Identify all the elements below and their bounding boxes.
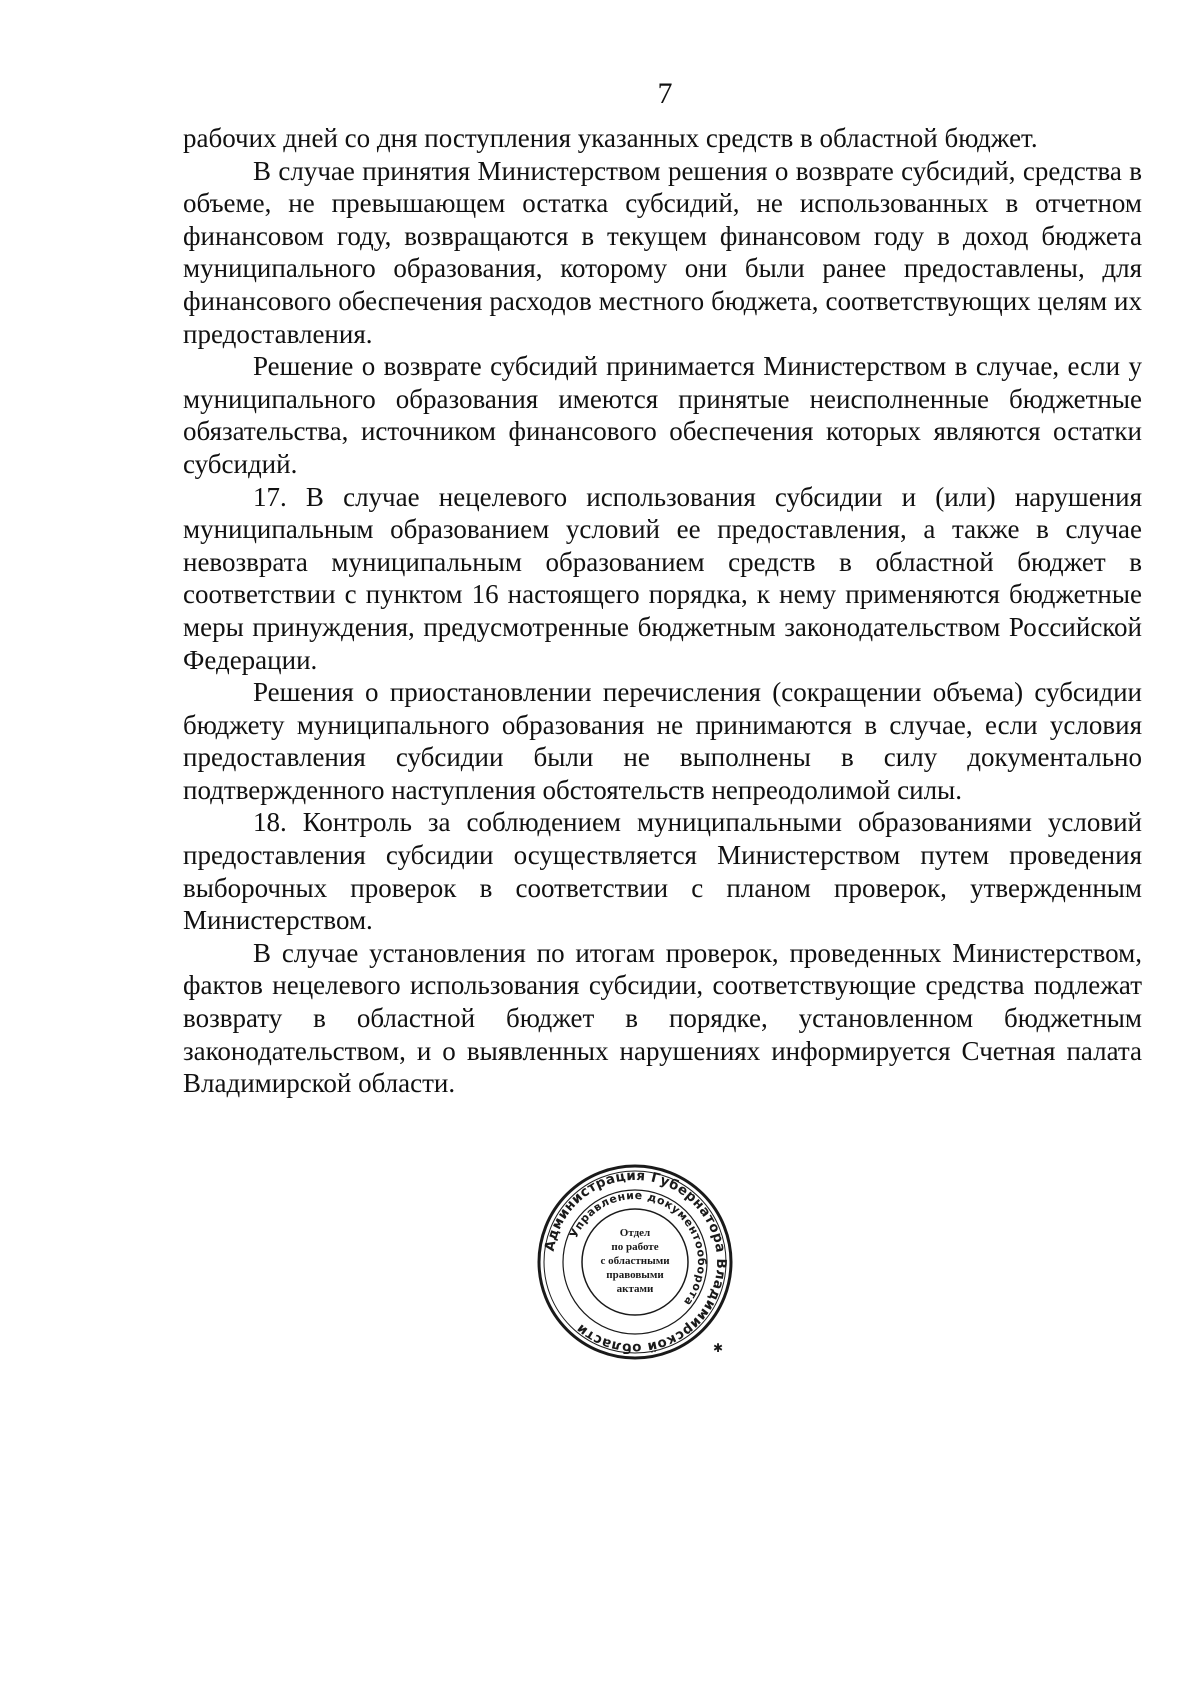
stamp-center-line: Отдел xyxy=(619,1227,651,1239)
document-body xyxy=(183,122,1142,1100)
paragraph-audit-findings: В случае установления по итогам проверок, проведенных Министерством, фактов нецелевого использования субсидии, соответствующие средства подлежат возврату в областной бюджет в порядке, установленном бюджетным законодательством, и о выявленных нарушениях информируется Счетная палата Владимирской области. xyxy=(183,937,1142,1099)
paragraph-suspension-exception: Решения о приостановлении перечисления (сокращении объема) субсидии бюджету муниципального образования не принимаются в случае, если условия предоставления субсидии были не выполнены в силу документально подтвержденного наступления обстоятельств непреодолимой силы. xyxy=(183,677,1142,805)
stamp-center-line: по работе xyxy=(611,1241,659,1253)
stamp-center-line: актами xyxy=(616,1283,654,1295)
paragraph-return-decision: В случае принятия Министерством решения о возврате субсидий, средства в объеме, не превышающем остатка субсидий, не использованных в отчетном финансовом году, возвращаются в текущем финансовом году в доход бюджета муниципального образования, которому они были ранее предоставлены, для финансового обеспечения расходов местного бюджета, соответствующих целям их предоставления. xyxy=(183,155,1142,349)
paragraph-item-18: 18. Контроль за соблюдением муниципальными образованиями условий предоставления субсидии осуществляется Министерством путем проведения выборочных проверок в соответствии с планом проверок, утвержденным Министерством. xyxy=(183,807,1142,936)
page-number: 7 xyxy=(657,77,673,110)
stamp-center-line: правовыми xyxy=(606,1269,664,1281)
stamp-inner-ring-text: Управление документооборота xyxy=(567,1188,709,1309)
official-seal-stamp xyxy=(535,1162,735,1362)
star-icon: ✱ xyxy=(713,1341,724,1355)
paragraph-return-condition: Решение о возврате субсидий принимается Министерством в случае, если у муниципального образования имеются принятые неисполненные бюджетные обязательства, источником финансового обеспечения которых являются остатки субсидий. xyxy=(183,351,1142,479)
stamp-center-line: с областными xyxy=(600,1255,670,1267)
paragraph-item-17: 17. В случае нецелевого использования субсидии и (или) нарушения муниципальным образованием условий ее предоставления, а также в случае невозврата муниципальным образованием средств в областной бюджет в соответствии с пунктом 16 настоящего порядка, к нему применяются бюджетные меры принуждения, предусмотренные бюджетным законодательством Российской Федерации. xyxy=(183,481,1142,675)
paragraph-continuation: рабочих дней со дня поступления указанных средств в областной бюджет. xyxy=(183,123,1038,153)
stamp-outer-ring-text: Администрация Губернатора Владимирской области xyxy=(541,1167,730,1357)
